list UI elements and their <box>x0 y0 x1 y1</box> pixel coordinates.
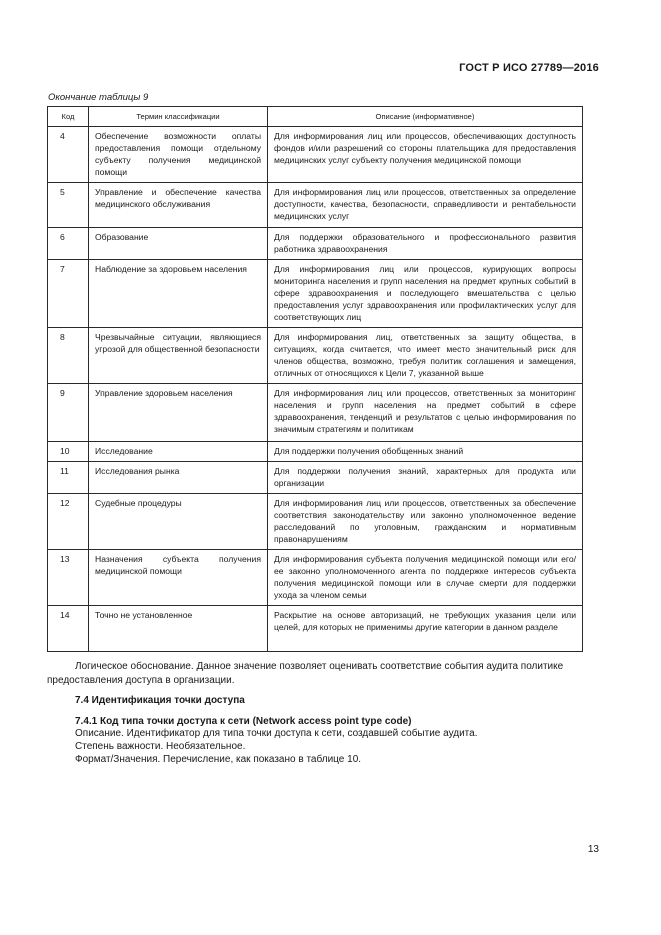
table-row <box>48 183 583 228</box>
row-term: Управление и обеспечение качества медицинского обслуживания <box>89 183 268 228</box>
row-term: Исследования рынка <box>89 462 268 494</box>
row-code: 14 <box>48 606 89 652</box>
subsection-heading: 7.4.1 Код типа точки доступа к сети (Network access point type code) <box>75 716 412 727</box>
row-code: 11 <box>48 462 89 494</box>
row-description: Для поддержки образовательного и профессионального развития работника здравоохранения <box>268 228 583 260</box>
row-description: Для информирования лиц или процессов, ответственных за обеспечение соответствия законодательству или законно уполномоченное ведение расследований по уголовным, гражданским и нормативным правонарушениям <box>268 494 583 550</box>
row-term: Наблюдение за здоровьем населения <box>89 260 268 328</box>
table-row <box>48 228 583 260</box>
row-code: 10 <box>48 442 89 462</box>
row-term: Точно не установленное <box>89 606 268 652</box>
table-caption: Окончание таблицы 9 <box>48 92 149 103</box>
row-code: 5 <box>48 183 89 228</box>
table-row <box>48 550 583 606</box>
table-row <box>48 384 583 442</box>
table-row <box>48 442 583 462</box>
row-description: Для информирования лиц или процессов, обеспечивающих доступность фондов и/или разрешений со стороны плательщика для предоставления медицинских услуг субъекту получения медицинской помощи <box>268 127 583 183</box>
row-term: Чрезвычайные ситуации, являющиеся угрозой для общественной безопасности <box>89 328 268 384</box>
row-code: 9 <box>48 384 89 442</box>
row-code: 7 <box>48 260 89 328</box>
row-description: Для поддержки получения знаний, характерных для продукта или организации <box>268 462 583 494</box>
row-description: Для информирования лиц или процессов, курирующих вопросы мониторинга населения и групп населения на предмет крупных событий в сфере здравоохранения и последующего вмешательства с целью предоставления услуг здравоохранения или профилактических услуг для соответствующих лиц <box>268 260 583 328</box>
column-header-term: Термин классификации <box>89 107 268 127</box>
section-heading: 7.4 Идентификация точки доступа <box>75 695 245 706</box>
severity-paragraph: Степень важности. Необязательное. <box>75 741 246 752</box>
row-term: Образование <box>89 228 268 260</box>
column-header-code: Код <box>48 107 89 127</box>
table-header-row <box>48 107 583 127</box>
format-paragraph: Формат/Значения. Перечисление, как показано в таблице 10. <box>75 754 362 765</box>
row-code: 4 <box>48 127 89 183</box>
row-code: 13 <box>48 550 89 606</box>
standard-code: ГОСТ Р ИСО 27789—2016 <box>459 62 599 74</box>
row-description: Раскрытие на основе авторизаций, не требующих указания цели или целей, для которых не применимы другие категории в данном разделе <box>268 606 583 652</box>
table-row <box>48 462 583 494</box>
table-row <box>48 127 583 183</box>
row-term: Судебные процедуры <box>89 494 268 550</box>
row-term: Обеспечение возможности оплаты предоставления помощи отдельному субъекту получения медицинской помощи <box>89 127 268 183</box>
row-description: Для информирования субъекта получения медицинской помощи или его/ее законно уполномоченного агента по поддержке интересов субъекта получения медицинской помощи или в случае смерти для поддержки ухода за членом семьи <box>268 550 583 606</box>
row-code: 12 <box>48 494 89 550</box>
table-row <box>48 606 583 652</box>
rationale-paragraph: Логическое обоснование. Данное значение позволяет оценивать соответствие события аудита политике предоставления доступа в организации. <box>47 661 564 686</box>
row-term: Назначения субъекта получения медицинской помощи <box>89 550 268 606</box>
table-row <box>48 494 583 550</box>
row-description: Для информирования лиц или процессов, ответственных за мониторинг населения и групп населения на предмет событий в сфере здравоохранения, тенденций и результатов с целью информирования по значимым стратегиям и политикам <box>268 384 583 442</box>
page-number: 13 <box>587 844 599 855</box>
row-code: 8 <box>48 328 89 384</box>
row-description: Для поддержки получения обобщенных знаний <box>268 442 583 462</box>
row-code: 6 <box>48 228 89 260</box>
classification-table <box>47 106 583 652</box>
row-term: Исследование <box>89 442 268 462</box>
table-row <box>48 260 583 328</box>
column-header-description: Описание (информативное) <box>268 107 583 127</box>
row-description: Для информирования лиц, ответственных за защиту общества, в ситуациях, когда считается, что имеет место значительный риск для членов общества, возможно, требуя политик соглашения и замещения, отличных от относящихся к Цели 7, указанной выше <box>268 328 583 384</box>
row-description: Для информирования лиц или процессов, ответственных за определение доступности, качества, безопасности, справедливости и рентабельности медицинских услуг <box>268 183 583 228</box>
row-term: Управление здоровьем населения <box>89 384 268 442</box>
description-paragraph: Описание. Идентификатор для типа точки доступа к сети, создавшей событие аудита. <box>75 728 478 739</box>
table-row <box>48 328 583 384</box>
